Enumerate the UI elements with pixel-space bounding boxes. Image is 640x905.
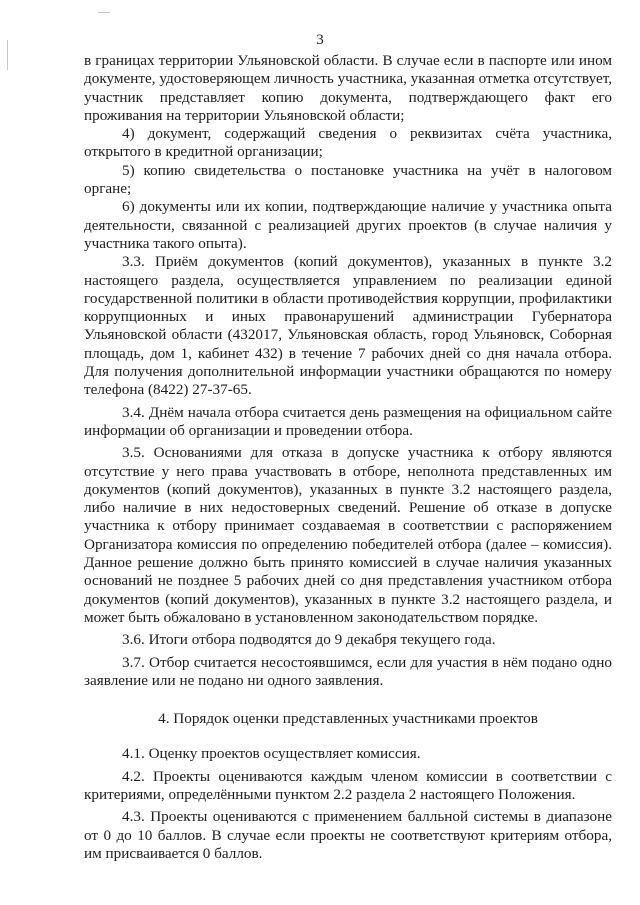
paragraph: 5) копию свидетельства о постановке участника на учёт в налоговом органе; [84, 161, 612, 198]
paragraph: 3.6. Итоги отбора подводятся до 9 декабря текущего года. [122, 631, 496, 649]
paragraph: 3.4. Днём начала отбора считается день размещения на официальном сайте информации об организации и проведении отбора. [84, 403, 612, 439]
scan-edge-mark [98, 12, 110, 13]
document-body [84, 52, 612, 863]
paragraph: 4.2. Проекты оцениваются каждым членом комиссии в соответствии с критериями, определёнными пунктом 2.2 раздела 2 настоящего Положения. [84, 767, 612, 803]
paragraph: 3.3. Приём документов (копий документов), указанных в пункте 3.2 настоящего раздела, осуществляется управлением по реализации единой государственной политики в области противодействия коррупции, профилактики коррупционных и иных правонарушений администрации Губернатора Ульяновской области (432017, Ульяновская область, город Ульяновск, Соборная площадь, дом 1, кабинет 432) в течение 7 рабочих дней со дня начала отбора. Для получения дополнительной информации участники обращаются по номеру телефона (8422) 27-37-65. [84, 253, 612, 399]
paragraph: 4.1. Оценку проектов осуществляет комиссия. [122, 745, 421, 763]
section-heading: 4. Порядок оценки представленных участниками проектов [158, 710, 538, 728]
paragraph: в границах территории Ульяновской области. В случае если в паспорте или ином документе, удостоверяющем личность участника, указанная отметка отсутствует, участник представляет копию документа, подтверждающего факт его проживания на территории Ульяновской области; [84, 52, 612, 124]
paragraph: 3.7. Отбор считается несостоявшимся, если для участия в нём подано одно заявление или не подано ни одного заявления. [84, 653, 612, 689]
paragraph: 3.5. Основаниями для отказа в допуске участника к отбору являются отсутствие у него права участвовать в отборе, неполнота представленных им документов (копий документов), указанных в пункте 3.2 настоящего раздела, либо наличие в них недостоверных сведений. Решение об отказе в допуске участника к отбору принимает создаваемая в соответствии с распоряжением Организатора комиссия по определению победителей отбора (далее – комиссия). Данное решение должно быть принято комиссией в случае наличия указанных оснований не позднее 5 рабочих дней со дня представления участником отбора документов (копий документов), указанных в пункте 3.2 настоящего раздела, и может быть обжаловано в установленном законодательством порядке. [84, 444, 612, 626]
paragraph: 4.3. Проекты оцениваются с применением балльной системы в диапазоне от 0 до 10 баллов. В случае если проекты не соответствуют критериям отбора, им присваивается 0 баллов. [84, 808, 612, 862]
page-number: 3 [316, 32, 324, 48]
paragraph: 6) документы или их копии, подтверждающие наличие у участника опыта деятельности, связанной с реализацией других проектов (в случае наличия у участника такого опыта). [84, 198, 612, 252]
paragraph: 4) документ, содержащий сведения о реквизитах счёта участника, открытого в кредитной организации; [84, 125, 612, 161]
